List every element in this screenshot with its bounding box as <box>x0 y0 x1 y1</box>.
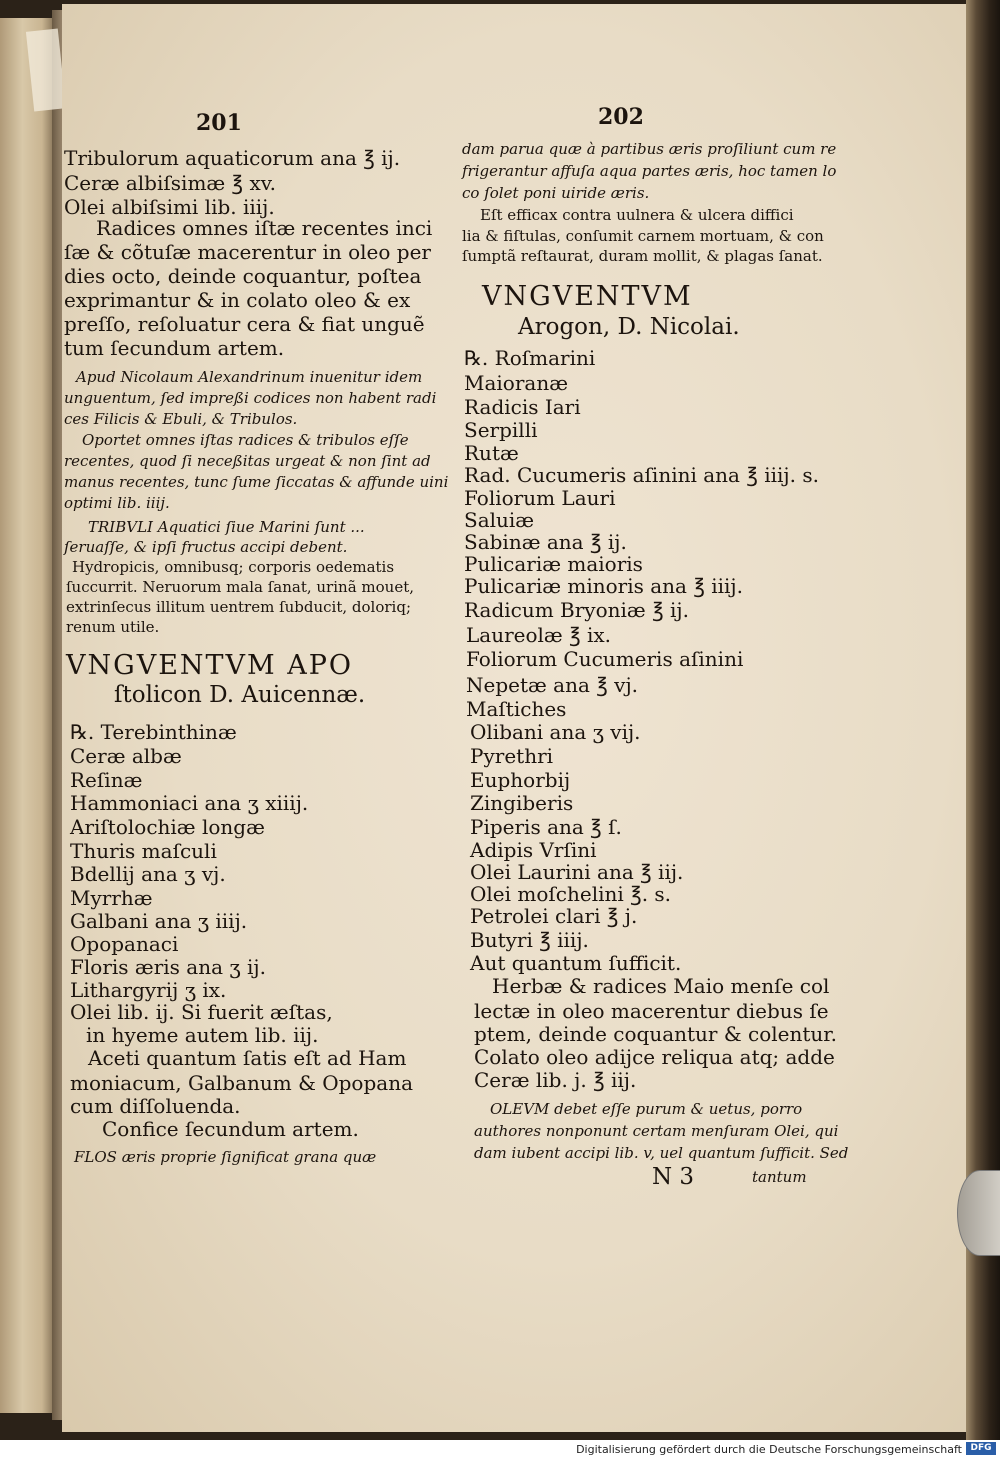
recipe-line: Butyri ℥ iiij. <box>470 928 589 952</box>
section-heading: VNGVENTVM <box>482 281 693 312</box>
recipe-line: Radicis Iari <box>464 395 581 419</box>
note-line: frigerantur affuſa aqua partes æris, hoc tamen lo <box>462 162 837 180</box>
recipe-line: Hammoniaci ana ʒ xiiij. <box>70 791 309 815</box>
note-line: recentes, quod ſi neceßitas urgeat & non ſint ad <box>64 452 431 470</box>
recipe-line: Olei lib. ij. Si fuerit æſtas, <box>70 1000 333 1024</box>
text-line: preſſo, reſoluatur cera & fiat unguẽ <box>64 312 425 336</box>
recipe-line: Petrolei clari ℥ j. <box>470 904 638 928</box>
note-line: unguentum, ſed impreßi codices non habent radi <box>64 389 437 407</box>
section-subheading: Arogon, D. Nicolai. <box>518 314 740 340</box>
note-line: authores nonponunt certam menſuram Olei, qui <box>474 1122 839 1140</box>
footer-bar <box>0 1440 1000 1459</box>
recipe-line: lectæ in oleo macerentur diebus ſe <box>474 999 829 1023</box>
recipe-line: Lithargyrij ʒ ix. <box>70 978 227 1002</box>
recipe-line: Foliorum Cucumeris aſinini <box>466 647 744 671</box>
note-line: optimi lib. iiij. <box>64 494 170 512</box>
text-line: Tribulorum aquaticorum ana ℥ ij. <box>64 146 401 170</box>
recipe-line: Aceti quantum ſatis eſt ad Ham <box>88 1046 407 1070</box>
recipe-line: Confice ſecundum artem. <box>102 1117 359 1141</box>
recipe-line: ℞. Terebinthinæ <box>70 720 237 744</box>
text-line: dies octo, deinde coquantur, poſtea <box>64 264 422 288</box>
recipe-line: Ariſtolochiæ longæ <box>70 815 265 839</box>
recipe-line: Reſinæ <box>70 768 143 792</box>
recipe-line: Aut quantum ſufficit. <box>470 951 682 975</box>
recipe-line: Pyrethri <box>470 744 554 768</box>
funding-notice: Digitalisierung gefördert durch die Deutsche Forschungsgemeinschaft <box>576 1443 962 1456</box>
recipe-line: Maioranæ <box>464 371 569 395</box>
catchword: tantum <box>752 1168 807 1186</box>
note-line: OLEVM debet eſſe purum & uetus, porro <box>490 1100 803 1118</box>
section-heading: VNGVENTVM APO <box>66 650 354 681</box>
note-line: dam parua quæ à partibus æris proſiliunt cum re <box>462 140 837 158</box>
recipe-line: Euphorbij <box>470 768 571 792</box>
recipe-line: Saluiæ <box>464 508 535 532</box>
previous-page-edge <box>0 18 56 1413</box>
recipe-line: moniacum, Galbanum & Opopana <box>70 1071 414 1095</box>
page-number-left: 201 <box>196 110 242 136</box>
note-line: lia & fiſtulas, conſumit carnem mortuam, & con <box>462 227 824 245</box>
recipe-line: Piperis ana ℥ ſ. <box>470 815 622 839</box>
recipe-line: Olei Laurini ana ℥ iij. <box>470 860 684 884</box>
note-line: Oportet omnes iſtas radices & tribulos eſſe <box>82 431 409 449</box>
recipe-line: Olei moſchelini ℥. s. <box>470 882 672 906</box>
recipe-line: Herbæ & radices Maio menſe col <box>492 974 830 998</box>
section-subheading: ſtolicon D. Auicennæ. <box>114 682 366 708</box>
note-line: ces Filicis & Ebuli, & Tribulos. <box>64 410 298 428</box>
recipe-line: Laureolæ ℥ ix. <box>466 623 612 647</box>
note-line: ſeruaſſe, & ipſi fructus accipi debent. <box>64 538 348 556</box>
note-line: ſuccurrit. Neruorum mala ſanat, urinã mouet, <box>66 578 414 596</box>
note-line: renum utile. <box>66 618 160 636</box>
recipe-line: Zingiberis <box>470 791 574 815</box>
recipe-line: Foliorum Lauri <box>464 486 616 510</box>
note-line: Hydropicis, omnibusq; corporis oedematis <box>72 558 395 576</box>
note-line: co ſolet poni uiride æris. <box>462 184 650 202</box>
book-clip <box>957 1170 1000 1256</box>
recipe-line: Rad. Cucumeris aſinini ana ℥ iiij. s. <box>464 463 819 487</box>
signature-mark: N 3 <box>652 1164 695 1190</box>
recipe-line: Galbani ana ʒ iiij. <box>70 909 248 933</box>
recipe-line: Adipis Vrſini <box>470 838 597 862</box>
note-line: manus recentes, tunc ſume ſiccatas & affunde uini <box>64 473 449 491</box>
text-line: ſæ & cõtuſæ macerentur in oleo per <box>64 240 431 264</box>
recipe-line: Opopanaci <box>70 932 179 956</box>
text-line: exprimantur & in colato oleo & ex <box>64 288 411 312</box>
recipe-line: ptem, deinde coquantur & colentur. <box>474 1022 837 1046</box>
recipe-line: Radicum Bryoniæ ℥ ij. <box>464 598 689 622</box>
recipe-line: Thuris maſculi <box>70 839 217 863</box>
recipe-line: ℞. Roſmarini <box>464 346 596 370</box>
recipe-line: Bdellij ana ʒ vj. <box>70 862 226 886</box>
page-number-right: 202 <box>598 104 644 130</box>
note-line: dam iubent accipi lib. v, uel quantum ſufficit. Sed <box>474 1144 849 1162</box>
note-line: extrinſecus illitum uentrem ſubducit, doloriq; <box>66 598 412 616</box>
recipe-line: Colato oleo adijce reliqua atq; adde <box>474 1045 835 1069</box>
text-line: Olei albiſsimi lib. iiij. <box>64 195 275 219</box>
text-line: Radices omnes iſtæ recentes inci <box>96 216 433 240</box>
note-line: Apud Nicolaum Alexandrinum inuenitur idem <box>76 368 423 386</box>
text-line: Ceræ albiſsimæ ℥ xv. <box>64 171 277 195</box>
dfg-logo: DFG <box>966 1442 996 1455</box>
recipe-line: Olibani ana ʒ vij. <box>470 720 641 744</box>
recipe-line: cum diſſoluenda. <box>70 1094 241 1118</box>
note-line: Eſt efficax contra uulnera & ulcera diffici <box>480 206 794 224</box>
recipe-line: Maſtiches <box>466 697 567 721</box>
recipe-line: Sabinæ ana ℥ ij. <box>464 530 627 554</box>
note-line: FLOS æris proprie ſignificat grana quæ <box>74 1148 377 1166</box>
recipe-line: Nepetæ ana ℥ vj. <box>466 673 639 697</box>
recipe-line: Pulicariæ maioris <box>464 552 643 576</box>
recipe-line: Serpilli <box>464 418 538 442</box>
recipe-line: Ceræ albæ <box>70 744 182 768</box>
recipe-line: in hyeme autem lib. iij. <box>86 1023 319 1047</box>
note-line: TRIBVLI Aquatici ſiue Marini ſunt ... <box>88 518 365 536</box>
recipe-line: Ceræ lib. j. ℥ iij. <box>474 1068 637 1092</box>
recipe-line: Rutæ <box>464 441 519 465</box>
recipe-line: Myrrhæ <box>70 886 153 910</box>
text-line: tum ſecundum artem. <box>64 336 285 360</box>
recipe-line: Pulicariæ minoris ana ℥ iiij. <box>464 574 743 598</box>
recipe-line: Floris æris ana ʒ ij. <box>70 955 266 979</box>
note-line: ſumptã reſtaurat, duram mollit, & plagas ſanat. <box>462 247 823 265</box>
